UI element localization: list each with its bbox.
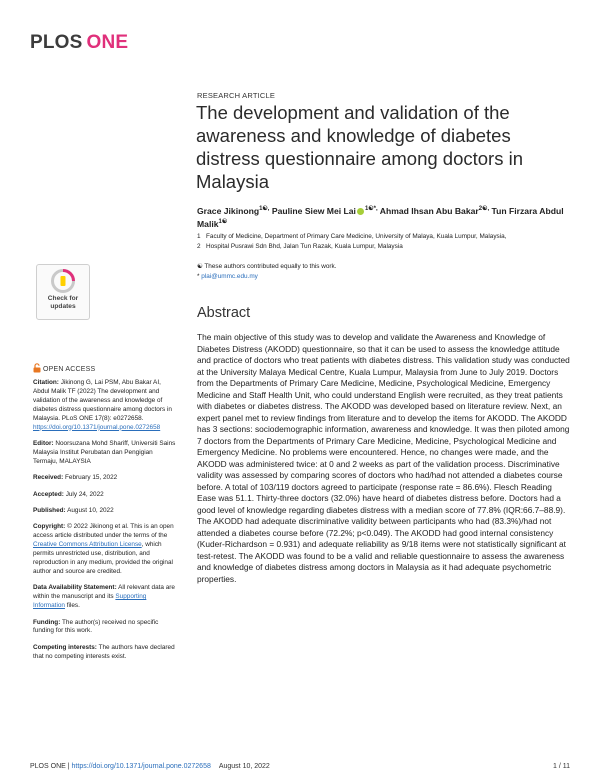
- license-link[interactable]: Creative Commons Attribution License: [33, 541, 142, 549]
- article-metadata: [33, 379, 178, 669]
- author-marker: 2☯,: [478, 206, 490, 212]
- logo-plos: PLOS: [30, 32, 83, 53]
- abstract-text: The main objective of this study was to develop and validate the Awareness and Knowledge of Diabetes Distress (AKODD) questionnaire, so that it can be used to assess the knowledge attitude and practice of doctors who treat patients with diabetes distress. This validation study was conducted at the University Malaya Medical Centre, Kuala Lumpur, Malaysia from June to July 2019. Doctors from the Departments of Primary Care Medicine, Medicine, Psychological Medicine, Emergency Medicine and Staff Health Unit, who could understand English were recruited, as they treat patients with diabetes or diabetes distress. The AKODD was developed based on literature review. Next, an expert panel met to review findings from literature and to develop the items for AKODD. The AKODD has 3 sections: sociodemographic information, awareness and knowledge. It was then piloted among 7 doctors from the Departments of Primary Care Medicine, Medicine, Psychological Medicine and Emergency Medicine. No problems were encountered. Hence, no changes were made, and the AKODD was administered twice: at 0 and 2 weeks as part of the validation process. Discriminative validity was assessed by comparing scores of doctors who had/had not attended a diabetes course before. A total of 103/119 doctors agreed to participate (response rate = 86.6%). Flesch Reading Ease was 51.1. Thirty-three doctors (32.0%) have heard of diabetes distress before. Doctors had a good level of knowledge regarding diabetes distress with a median score of 77.8% (IQR:66.7–88.9). The AKODD had adequate discriminative validity between participants who had (83.3%)/had not attended a diabetes course before (72.2%; p<0.049). The AKODD had good internal consistency (Kuder-Richardson = 0.931) and adequate reliability as 9/18 items were not statistically significant at test-retest. The AKODD was found to be a valid and reliable questionnaire to assess the awareness and knowledge of diabetes distress among doctors in Malaysia as it had adequate psychometric properties.: [197, 332, 570, 584]
- equal-contribution-note: ☯ These authors contributed equally to this work.: [197, 263, 337, 270]
- citation-doi-link[interactable]: https://doi.org/10.1371/journal.pone.0272658: [33, 423, 161, 431]
- author-marker: 1☯,: [259, 206, 270, 212]
- journal-logo: [30, 32, 128, 54]
- check-updates-icon: [50, 268, 76, 294]
- received-date: Received: February 15, 2022: [33, 474, 118, 482]
- author-name[interactable]: Pauline Siew Mei Lai: [271, 205, 356, 216]
- abstract-heading: Abstract: [197, 305, 251, 321]
- affiliations: [197, 232, 577, 252]
- author-list: [197, 204, 567, 230]
- footer-journal: PLOS ONE: [30, 763, 66, 770]
- supporting-information-link[interactable]: Supporting Information: [33, 593, 147, 610]
- author-name[interactable]: Ahmad Ihsan Abu Bakar: [379, 205, 479, 216]
- copyright: Copyright: © 2022 Jikinong et al. This is an open access article distributed under the terms of the Creative Commons Attribution License, which permits unrestricted use, distribution, and reproduction in any medium, provided the original author and source are credited.: [33, 523, 174, 575]
- logo-one: ONE: [86, 32, 129, 53]
- footer-doi-link[interactable]: https://doi.org/10.1371/journal.pone.0272658: [71, 763, 211, 770]
- open-access-label: OPEN ACCESS: [33, 363, 95, 373]
- article-title: The development and validation of the awareness and knowledge of diabetes distress questionnaire among doctors in Malaysia: [196, 102, 524, 192]
- page-number: 1 / 11: [553, 763, 570, 770]
- competing-interests: Competing interests: The authors have declared that no competing interests exist.: [33, 643, 175, 660]
- footer-separator: |: [67, 763, 70, 770]
- page-footer: [30, 763, 570, 770]
- corresponding-author: * plai@ummc.edu.my: [197, 272, 258, 280]
- corresponding-email-link[interactable]: plai@ummc.edu.my: [201, 272, 258, 280]
- data-availability: Data Availability Statement: All relevant data are within the manuscript and its Supporting Information files.: [33, 584, 175, 610]
- author-name[interactable]: Grace Jikinong: [197, 205, 260, 216]
- author-marker: 1☯*,: [364, 206, 378, 212]
- affiliation: 2 Hospital Pusrawi Sdn Bhd, Jalan Tun Razak, Kuala Lumpur, Malaysia: [197, 243, 403, 250]
- badge-line-1: Check for: [47, 295, 79, 302]
- article-type: RESEARCH ARTICLE: [197, 91, 276, 100]
- author-name[interactable]: Tun Firzara Abdul Malik: [197, 205, 564, 229]
- check-for-updates-badge[interactable]: [36, 264, 90, 320]
- published-date: Published: August 10, 2022: [33, 506, 114, 514]
- orcid-icon[interactable]: [357, 208, 364, 215]
- funding: Funding: The author(s) received no specific funding for this work.: [33, 618, 159, 635]
- citation: Citation: Jikinong G, Lai PSM, Abu Bakar AI, Abdul Malik TF (2022) The development and validation of the awareness and knowledge of diabetes distress questionnaire among doctors in Malaysia. PLoS ONE 17(8): e0272658. https://doi.org/10.1371/journal.pone.0272658: [33, 379, 172, 431]
- footer-date: August 10, 2022: [218, 763, 270, 770]
- accepted-date: Accepted: July 24, 2022: [33, 490, 104, 498]
- editor: Editor: Noorsuzana Mohd Shariff, Universiti Sains Malaysia Institut Perubatan dan Pengigian Termaju, MALAYSIA: [33, 439, 176, 465]
- author-notes: [197, 262, 577, 281]
- author-marker: 1☯: [218, 218, 228, 225]
- badge-line-2: updates: [50, 302, 76, 310]
- affiliation: 1 Faculty of Medicine, Department of Primary Care Medicine, University of Malaya, Kuala Lumpur, Malaysia,: [197, 233, 507, 240]
- open-lock-icon: [33, 363, 41, 373]
